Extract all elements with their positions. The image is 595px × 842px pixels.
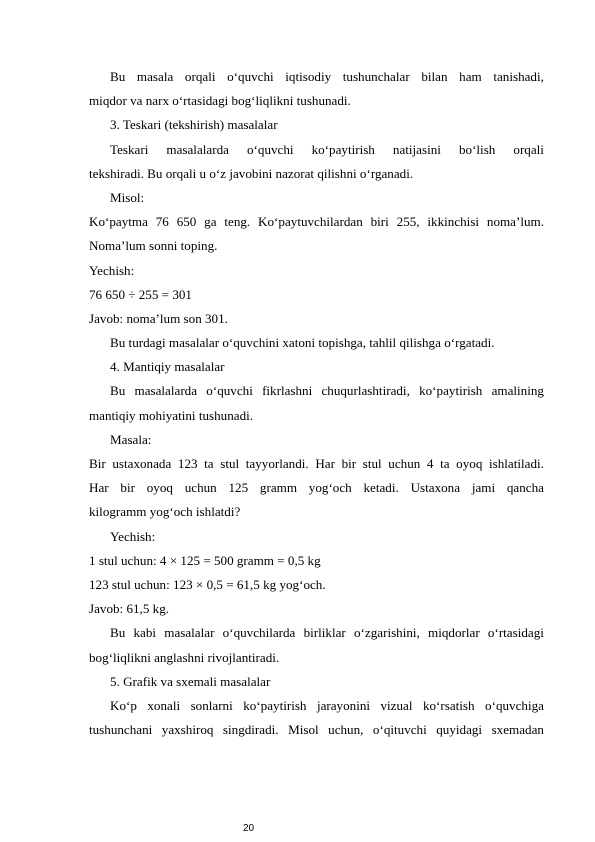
paragraph (89, 355, 544, 379)
paragraph (89, 138, 544, 186)
paragraph (89, 549, 544, 573)
paragraph (89, 525, 544, 549)
paragraph (89, 65, 544, 113)
paragraph (89, 210, 544, 258)
paragraph (89, 259, 544, 283)
text-line: Yechish: (110, 528, 156, 544)
paragraph (89, 379, 544, 427)
text-line: mantiqiy mohiyatini tushunadi. (89, 407, 254, 423)
text-line: Bu masalalarda o‘quvchi fikrlashni chuqurlashtiradi, ko‘paytirish amalining (110, 383, 544, 399)
text-line: 123 stul uchun: 123 × 0,5 = 61,5 kg yog‘och. (89, 576, 326, 592)
text-line: Masala: (110, 431, 152, 447)
paragraph (89, 452, 544, 525)
paragraph (89, 621, 544, 669)
text-line: Ko‘p xonali sonlarni ko‘paytirish jarayonini vizual ko‘rsatish o‘quvchiga (110, 697, 544, 713)
text-line: tekshiradi. Bu orqali u o‘z javobini nazorat qilishni o‘rganadi. (89, 165, 414, 181)
paragraph (89, 573, 544, 597)
text-line: Noma’lum sonni toping. (89, 238, 218, 254)
text-line: kilogramm yog‘och ishlatdi? (89, 504, 241, 520)
text-line: tushunchani yaxshiroq singdiradi. Misol uchun, o‘qituvchi quyidagi sxemadan (89, 722, 544, 738)
text-line: 1 stul uchun: 4 × 125 = 500 gramm = 0,5 kg (89, 552, 321, 568)
paragraph (89, 331, 544, 355)
text-line: Bir ustaxonada 123 ta stul tayyorlandi. Har bir stul uchun 4 ta oyoq ishlatiladi. (89, 456, 544, 471)
paragraph (89, 670, 544, 694)
text-line: Bu turdagi masalalar o‘quvchini xatoni topishga, tahlil qilishga o‘rgatadi. (110, 335, 495, 351)
text-line: 4. Mantiqiy masalalar (110, 359, 225, 375)
document-body (89, 65, 544, 742)
text-line: Bu kabi masalalar o‘quvchilarda birliklar o‘zgarishini, miqdorlar o‘rtasidagi (110, 625, 544, 641)
text-line: 76 650 ÷ 255 = 301 (89, 286, 192, 302)
paragraph (89, 186, 544, 210)
text-line: Javob: 61,5 kg. (89, 601, 170, 617)
paragraph (89, 113, 544, 137)
paragraph (89, 428, 544, 452)
text-line: Bu masala orqali o‘quvchi iqtisodiy tushunchalar bilan ham tanishadi, (110, 69, 544, 84)
text-line: Har bir oyoq uchun 125 gramm yog‘och ketadi. Ustaxona jami qancha (89, 480, 544, 496)
text-line: Yechish: (89, 262, 135, 278)
text-line: miqdor va narx o‘rtasidagi bog‘liqlikni tushunadi. (89, 93, 351, 109)
paragraph (89, 694, 544, 742)
text-line: Misol: (110, 189, 145, 205)
text-line: 5. Grafik va sxemali masalalar (110, 673, 271, 689)
page-number: 20 (243, 823, 255, 834)
paragraph (89, 283, 544, 307)
text-line: Teskari masalalarda o‘quvchi ko‘paytirish natijasini bo‘lish orqali (110, 141, 544, 157)
text-line: Javob: noma’lum son 301. (89, 310, 228, 326)
text-line: bog‘liqlikni anglashni rivojlantiradi. (89, 649, 280, 665)
text-line: Ko‘paytma 76 650 ga teng. Ko‘paytuvchilardan biri 255, ikkinchisi noma’lum. (89, 214, 544, 230)
paragraph (89, 307, 544, 331)
text-line: 3. Teskari (tekshirish) masalalar (110, 117, 278, 133)
paragraph (89, 597, 544, 621)
